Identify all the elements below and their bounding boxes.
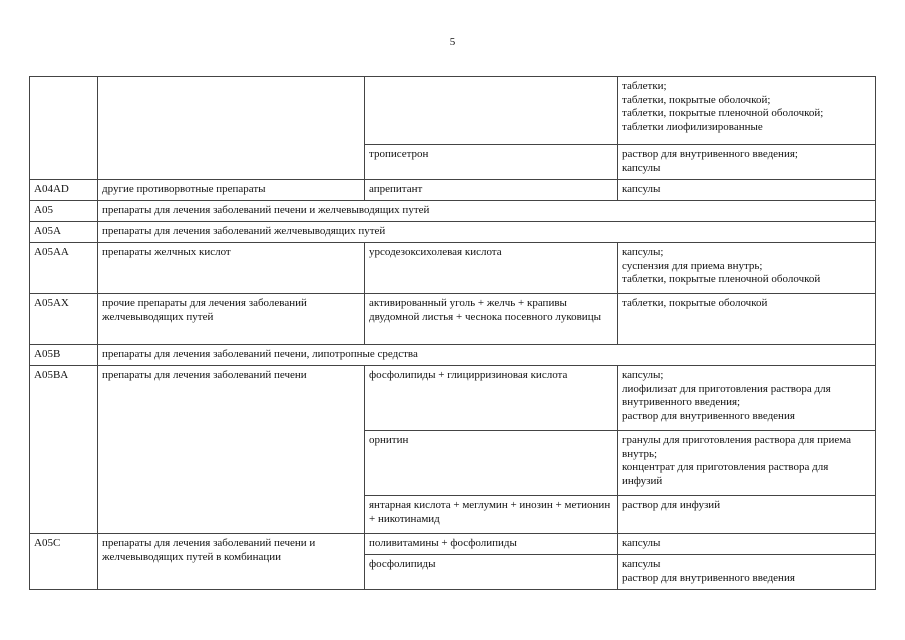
drug-cell (365, 555, 618, 590)
group-cell (98, 77, 365, 180)
code-cell (30, 222, 98, 243)
atc-code: A05A (34, 225, 61, 237)
atc-code: A05C (34, 537, 61, 549)
drug-name: янтарная кислота + меглумин + инозин + метионин + никотинамид (369, 499, 611, 525)
code-cell (30, 201, 98, 222)
atc-code: A05B (34, 348, 61, 360)
group-name: препараты для лечения заболеваний печени и желчевыводящих путей в комбинации (102, 537, 316, 563)
group-name: другие противорвотные препараты (102, 183, 266, 195)
drug-name: фосфолипиды + глицирризиновая кислота (369, 369, 568, 381)
form-cell (618, 180, 876, 201)
group-name: препараты для лечения заболеваний печени, липотропные средства (102, 348, 418, 360)
atc-code: A05 (34, 204, 53, 216)
form-line: капсулы; (622, 369, 664, 381)
atc-code: A04AD (34, 183, 69, 195)
form-cell (618, 534, 876, 555)
code-cell (30, 366, 98, 534)
form-line: раствор для внутривенного введения (622, 409, 795, 422)
form-line: таблетки, покрытые пленочной оболочкой; (622, 107, 824, 120)
form-line: раствор для внутривенного введения; (622, 148, 798, 160)
table-row (30, 77, 876, 145)
form-line: гранулы для приготовления раствора для приема внутрь; (622, 434, 851, 460)
form-line: таблетки, покрытые пленочной оболочкой (622, 273, 821, 286)
drug-name: активированный уголь + желчь + крапивы двудомной листья + чеснока посевного луковицы (369, 297, 601, 323)
form-cell (618, 294, 876, 345)
drug-cell (365, 496, 618, 534)
atc-code: A05BA (34, 369, 69, 381)
group-cell (98, 366, 365, 534)
drug-cell (365, 534, 618, 555)
form-line: концентрат для приготовления раствора для инфузий (622, 461, 829, 487)
code-cell (30, 345, 98, 366)
group-cell (98, 180, 365, 201)
form-line: лиофилизат для приготовления раствора для внутривенного введения; (622, 382, 831, 409)
drug-cell (365, 77, 618, 145)
form-line: таблетки, покрытые оболочкой (622, 297, 768, 309)
code-cell (30, 294, 98, 345)
form-line: таблетки, покрытые оболочкой; (622, 93, 771, 106)
medication-table (29, 76, 876, 590)
table-row (30, 243, 876, 294)
drug-cell (365, 145, 618, 180)
form-cell (618, 243, 876, 294)
group-name: препараты для лечения заболеваний печени (102, 369, 307, 381)
form-cell (618, 431, 876, 496)
group-cell (98, 534, 365, 590)
group-name: препараты для лечения заболеваний желчевыводящих путей (102, 225, 386, 237)
form-line: таблетки; (622, 80, 667, 92)
form-cell (618, 145, 876, 180)
table-row (30, 180, 876, 201)
form-line: капсулы; (622, 246, 664, 258)
drug-name: урсодезоксихолевая кислота (369, 246, 502, 258)
group-cell (98, 345, 876, 366)
drug-name: апрепитант (369, 183, 423, 195)
drug-name: поливитамины + фосфолипиды (369, 537, 517, 549)
form-cell (618, 555, 876, 590)
code-cell (30, 534, 98, 590)
group-name: препараты для лечения заболеваний печени и желчевыводящих путей (102, 204, 430, 216)
code-cell (30, 243, 98, 294)
table-row (30, 534, 876, 555)
form-line: раствор для внутривенного введения (622, 571, 795, 584)
group-cell (98, 222, 876, 243)
table-row (30, 345, 876, 366)
table-row (30, 201, 876, 222)
form-cell (618, 496, 876, 534)
drug-cell (365, 243, 618, 294)
form-line: раствор для инфузий (622, 499, 721, 511)
table-row (30, 294, 876, 345)
drug-cell (365, 366, 618, 431)
drug-name: фосфолипиды (369, 558, 436, 570)
drug-cell (365, 294, 618, 345)
drug-name: трописетрон (369, 148, 429, 160)
table-row (30, 222, 876, 243)
form-line: капсулы (622, 183, 661, 195)
form-line: таблетки лиофилизированные (622, 120, 763, 133)
form-line: капсулы (622, 537, 661, 549)
drug-cell (365, 431, 618, 496)
group-name: препараты желчных кислот (102, 246, 231, 258)
page-number: 5 (449, 36, 456, 48)
form-line: капсулы (622, 161, 661, 174)
form-cell (618, 77, 876, 145)
form-cell (618, 366, 876, 431)
group-name: прочие препараты для лечения заболеваний желчевыводящих путей (102, 297, 307, 323)
group-cell (98, 201, 876, 222)
table-row (30, 366, 876, 431)
atc-code: A05AX (34, 297, 69, 309)
group-cell (98, 294, 365, 345)
code-cell (30, 180, 98, 201)
drug-cell (365, 180, 618, 201)
code-cell (30, 77, 98, 180)
atc-code: A05AA (34, 246, 69, 258)
group-cell (98, 243, 365, 294)
form-line: капсулы (622, 558, 661, 570)
form-line: суспензия для приема внутрь; (622, 259, 763, 272)
drug-name: орнитин (369, 434, 409, 446)
